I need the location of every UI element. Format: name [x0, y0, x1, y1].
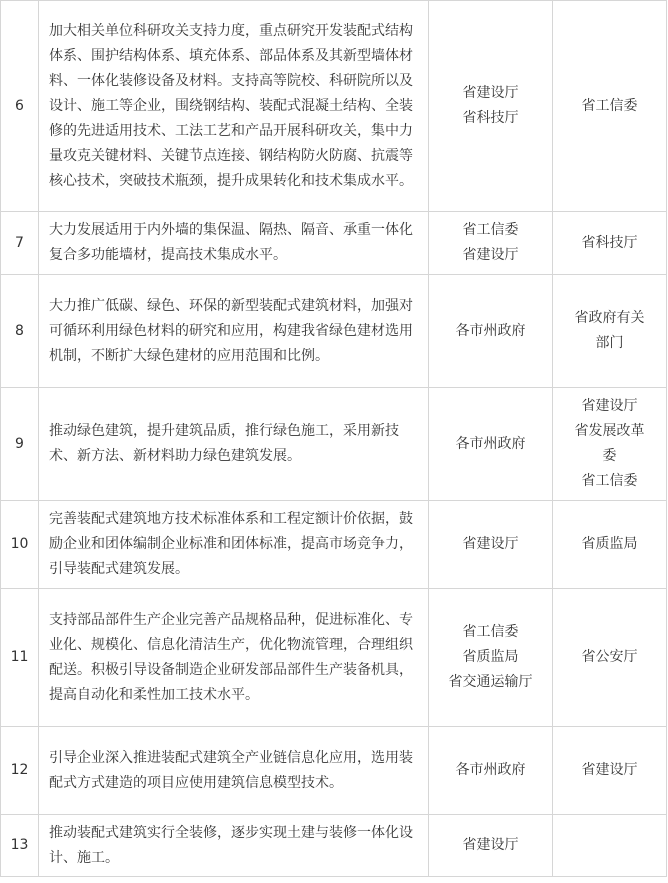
row-number: 13	[1, 815, 39, 877]
lead-department: 省质监局	[462, 649, 519, 665]
lead-department-cell	[429, 727, 553, 815]
row-number: 12	[1, 727, 39, 815]
cooperating-department: 省工信委	[581, 97, 638, 114]
lead-department-cell	[429, 815, 553, 877]
lead-department: 各市州政府	[455, 435, 526, 452]
row-number: 11	[1, 589, 39, 727]
task-description: 支持部品部件生产企业完善产品规格品种，促进标准化、专业化、规模化、信息化清洁生产，优化物流管理，合理组织配送。积极引导设备制造企业研发部品部件生产装备机具，提高自动化和柔性加工技术水平。	[39, 589, 429, 727]
row-number: 10	[1, 501, 39, 589]
lead-department-cell	[429, 501, 553, 589]
task-description: 推动装配式建筑实行全装修，逐步实现土建与装修一体化设计、施工。	[39, 815, 429, 877]
cooperating-department-cell	[553, 212, 667, 275]
table-row	[1, 1, 667, 212]
cooperating-department: 省政府有关	[574, 310, 645, 326]
row-number: 7	[1, 212, 39, 275]
table-row	[1, 388, 667, 501]
cooperating-department-cell	[553, 388, 667, 501]
cooperating-department: 部门	[595, 335, 624, 351]
task-description: 大力推广低碳、绿色、环保的新型装配式建筑材料，加强对可循环利用绿色材料的研究和应用，构建我省绿色建材选用机制，不断扩大绿色建材的应用范围和比例。	[39, 275, 429, 388]
table-row	[1, 212, 667, 275]
task-table-body	[1, 1, 667, 877]
cooperating-department: 省科技厅	[581, 234, 638, 251]
lead-department: 省工信委	[462, 624, 519, 640]
task-description: 引导企业深入推进装配式建筑全产业链信息化应用，选用装配式方式建造的项目应使用建筑信息模型技术。	[39, 727, 429, 815]
lead-department: 省建设厅	[462, 247, 519, 263]
lead-department-cell	[429, 388, 553, 501]
lead-department: 省建设厅	[462, 85, 519, 101]
lead-department: 省工信委	[462, 222, 519, 238]
cooperating-department: 省工信委	[581, 473, 638, 489]
lead-department: 省交通运输厅	[448, 674, 533, 690]
lead-department: 省建设厅	[462, 837, 519, 853]
task-description: 加大相关单位科研攻关支持力度，重点研究开发装配式结构体系、围护结构体系、填充体系、部品体系及其新型墙体材料、一体化装修设备及材料。支持高等院校、科研院所以及设计、施工等企业，围绕钢结构、装配式混凝土结构、全装修的先进适用技术、工法工艺和产品开展科研攻关，集中力量攻克关键材料、关键节点连接、钢结构防火防腐、抗震等核心技术，突破技术瓶颈，提升成果转化和技术集成水平。	[39, 1, 429, 212]
table-row	[1, 589, 667, 727]
lead-department: 各市州政府	[455, 322, 526, 339]
lead-department-cell	[429, 212, 553, 275]
lead-department-cell	[429, 589, 553, 727]
cooperating-department-cell	[553, 501, 667, 589]
cooperating-department: 省建设厅	[581, 398, 638, 414]
lead-department: 省科技厅	[462, 110, 519, 126]
table-row	[1, 815, 667, 877]
task-description: 完善装配式建筑地方技术标准体系和工程定额计价依据，鼓励企业和团体编制企业标准和团体标准，提高市场竞争力，引导装配式建筑发展。	[39, 501, 429, 589]
cooperating-department-cell	[553, 275, 667, 388]
task-description: 推动绿色建筑，提升建筑品质，推行绿色施工，采用新技术、新方法、新材料助力绿色建筑发展。	[39, 388, 429, 501]
cooperating-department: 省建设厅	[581, 762, 638, 778]
cooperating-department-cell	[553, 1, 667, 212]
row-number: 8	[1, 275, 39, 388]
cooperating-department-cell	[553, 727, 667, 815]
lead-department-cell	[429, 1, 553, 212]
lead-department: 省建设厅	[462, 536, 519, 552]
cooperating-department-cell	[553, 589, 667, 727]
task-description: 大力发展适用于内外墙的集保温、隔热、隔音、承重一体化复合多功能墙材，提高技术集成水平。	[39, 212, 429, 275]
cooperating-department: 省质监局	[581, 536, 638, 552]
row-number: 9	[1, 388, 39, 501]
row-number: 6	[1, 1, 39, 212]
cooperating-department: 省发展改革	[574, 423, 645, 439]
lead-department-cell	[429, 275, 553, 388]
table-row	[1, 501, 667, 589]
cooperating-department-cell	[553, 815, 667, 877]
table-row	[1, 275, 667, 388]
cooperating-department: 委	[602, 448, 617, 464]
table-row	[1, 727, 667, 815]
cooperating-department: 省公安厅	[581, 649, 638, 665]
lead-department: 各市州政府	[455, 762, 526, 778]
